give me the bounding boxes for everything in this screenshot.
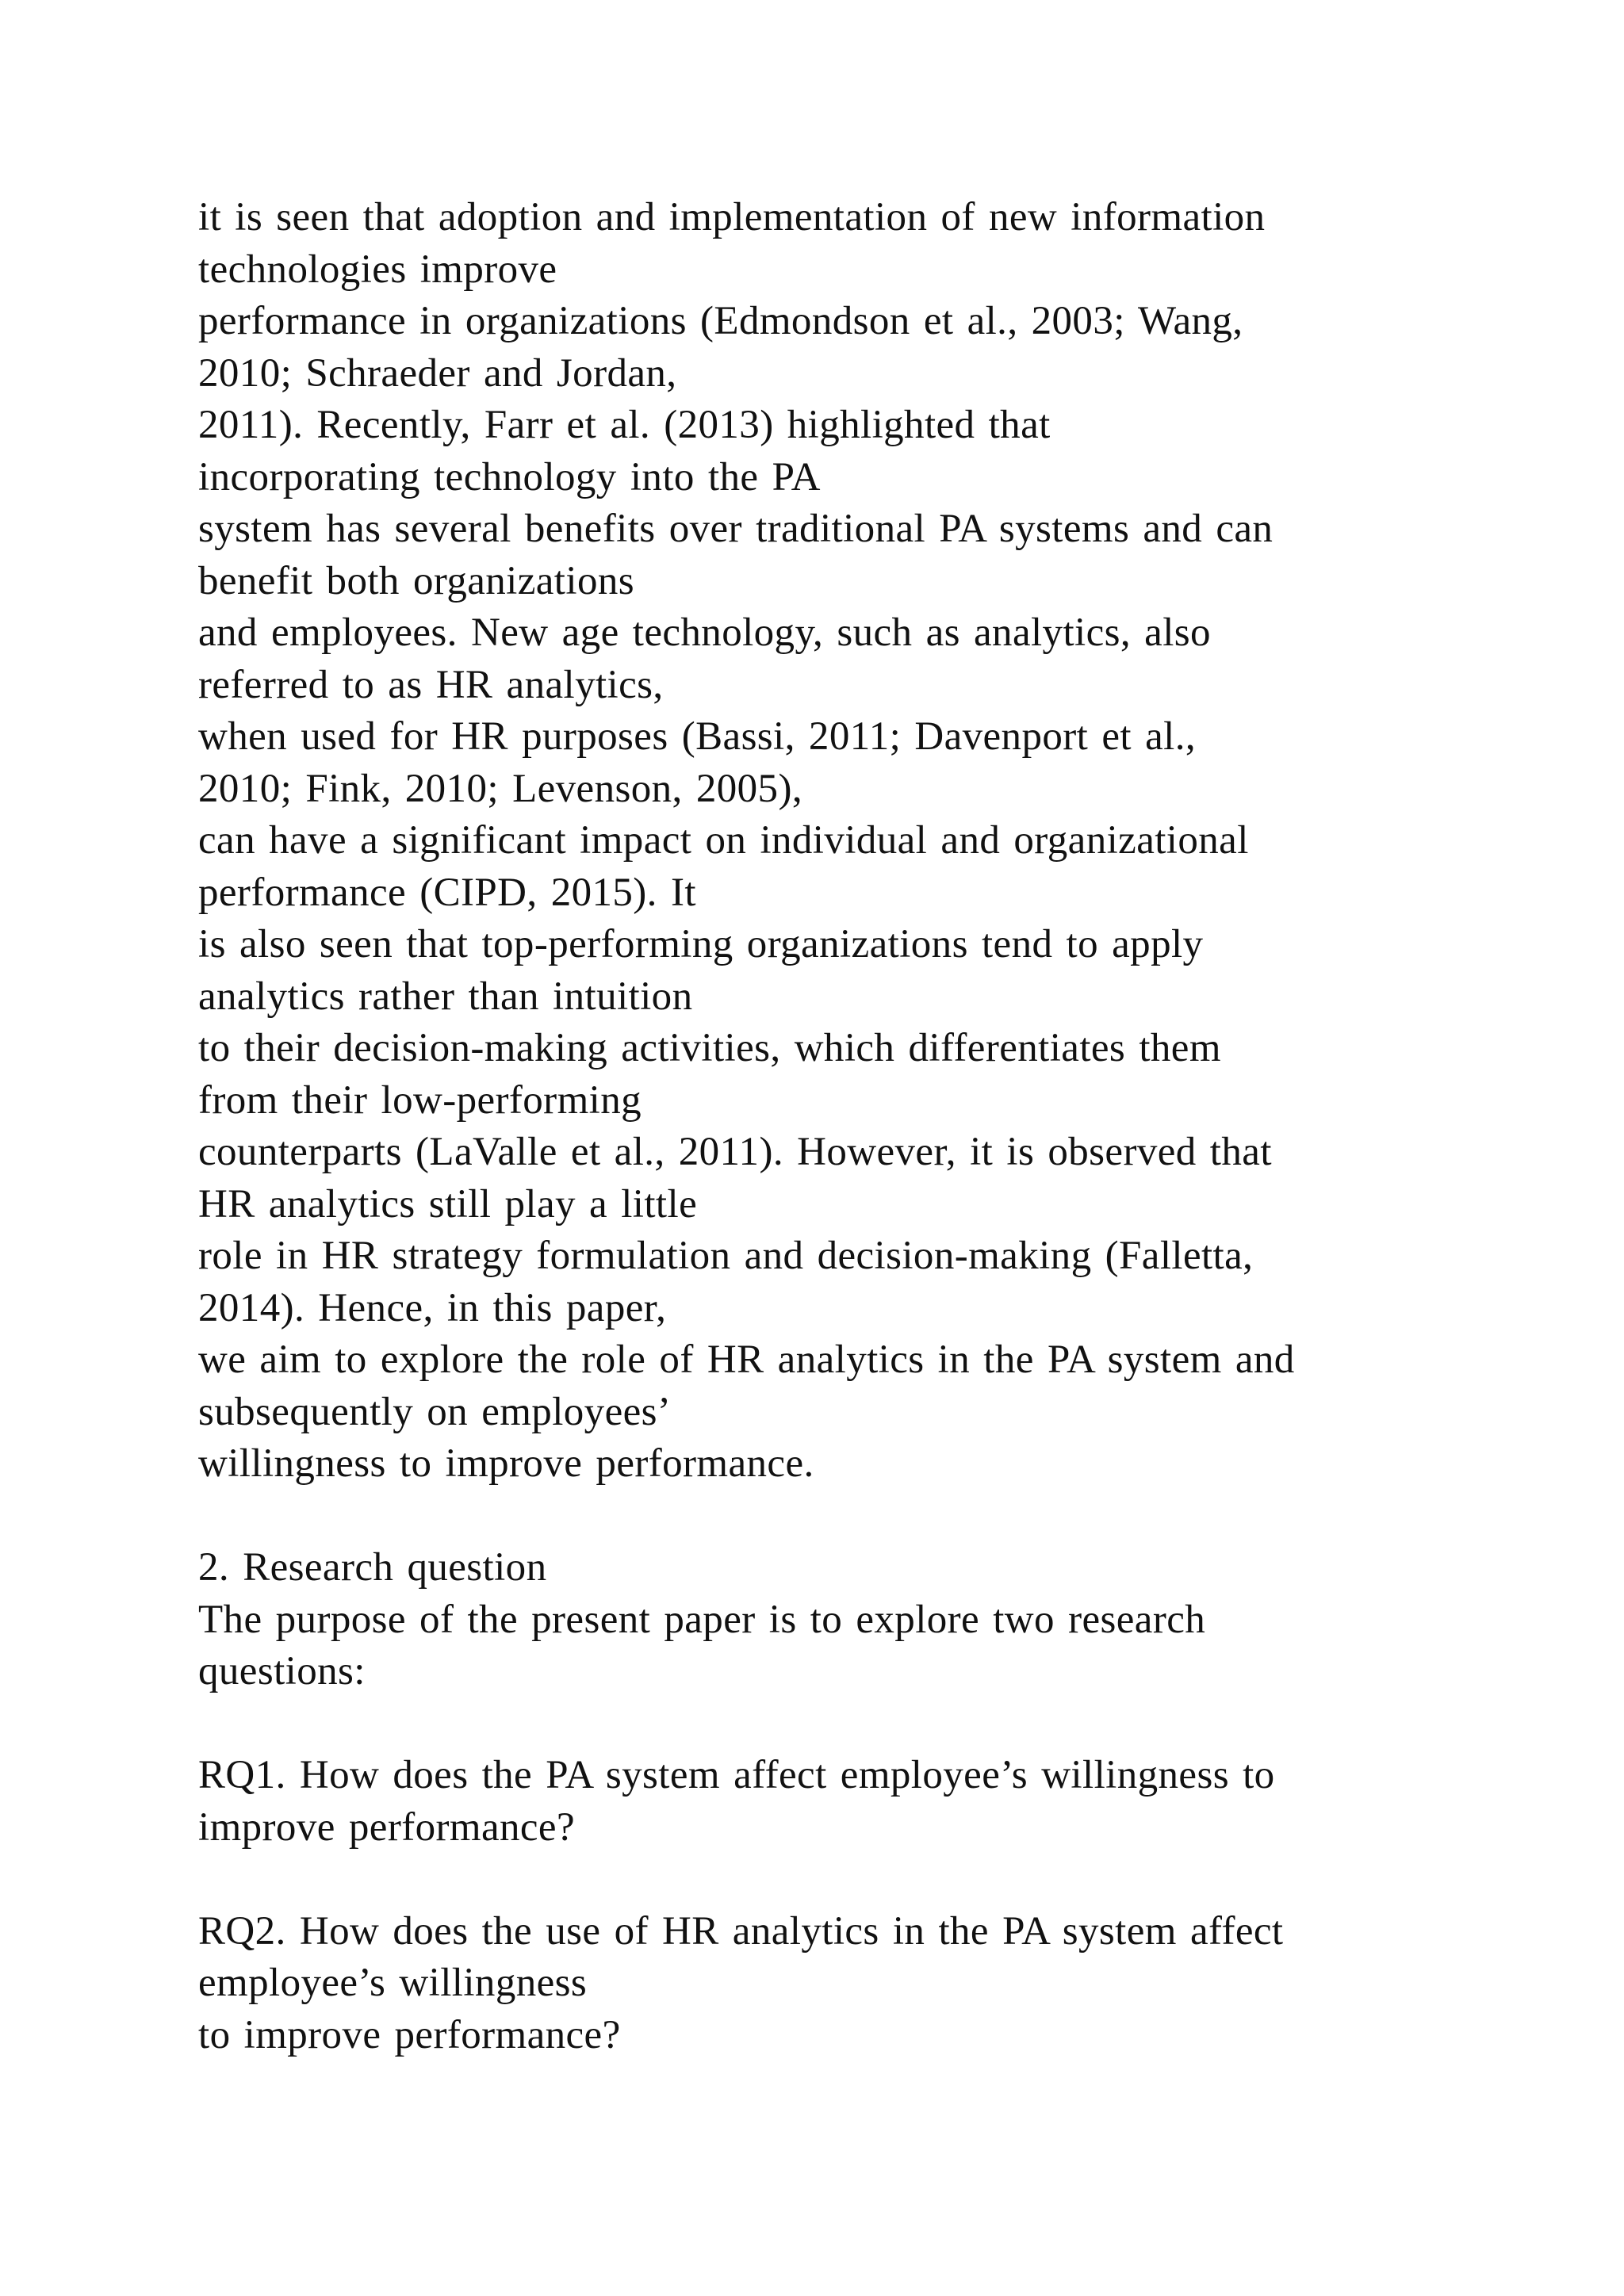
text-line: RQ1. How does the PA system affect employee’s willingness to (198, 1753, 1275, 1797)
section-heading: 2. Research question (198, 1545, 547, 1590)
text-line: incorporating technology into the PA (198, 454, 821, 499)
paragraph-body (198, 192, 1507, 1490)
text-line: 2011). Recently, Farr et al. (2013) highlighted that (198, 403, 1051, 447)
text-line: subsequently on employees’ (198, 1389, 672, 1434)
text-line: technologies improve (198, 247, 557, 292)
text-line: 2014). Hence, in this paper, (198, 1285, 667, 1330)
text-line: referred to as HR analytics, (198, 662, 664, 707)
text-line: improve performance? (198, 1804, 576, 1850)
paragraph-spacer (198, 1854, 1507, 1906)
text-line: performance in organizations (Edmondson et al., 2003; Wang, (198, 299, 1243, 343)
research-question-2 (198, 1906, 1507, 2062)
text-line: HR analytics still play a little (198, 1181, 698, 1226)
text-line: we aim to explore the role of HR analytics in the PA system and (198, 1337, 1295, 1382)
text-line: from their low-performing (198, 1077, 642, 1123)
text-line: 2010; Schraeder and Jordan, (198, 350, 677, 396)
text-line: to improve performance? (198, 2012, 621, 2057)
text-line: to their decision-making activities, which differentiates them (198, 1026, 1221, 1070)
text-line: RQ2. How does the use of HR analytics in the PA system affect (198, 1908, 1284, 1954)
text-line: performance (CIPD, 2015). It (198, 870, 696, 915)
text-line: can have a significant impact on individual and organizational (198, 818, 1249, 863)
text-line: employee’s willingness (198, 1961, 588, 2005)
research-question-1 (198, 1750, 1507, 1854)
text-line: willingness to improve performance. (198, 1441, 814, 1486)
text-line: 2010; Fink, 2010; Levenson, 2005), (198, 766, 802, 811)
text-line: system has several benefits over traditional PA systems and can (198, 507, 1274, 551)
text-line: benefit both organizations (198, 558, 634, 603)
text-line: counterparts (LaValle et al., 2011). However, it is observed that (198, 1130, 1272, 1174)
text-line: it is seen that adoption and implementation of new information (198, 195, 1266, 239)
research-intro (198, 1594, 1507, 1698)
text-line: and employees. New age technology, such as analytics, also (198, 610, 1211, 655)
text-line: questions: (198, 1649, 366, 1693)
paragraph-spacer (198, 1490, 1507, 1543)
document-text (198, 192, 1507, 2061)
paragraph-spacer (198, 1698, 1507, 1751)
text-line: The purpose of the present paper is to explore two research (198, 1597, 1206, 1642)
text-line: when used for HR purposes (Bassi, 2011; Davenport et al., (198, 714, 1197, 759)
text-line: role in HR strategy formulation and decision-making (Falletta, (198, 1234, 1254, 1278)
text-line: analytics rather than intuition (198, 974, 693, 1019)
text-line: is also seen that top-performing organizations tend to apply (198, 922, 1204, 966)
